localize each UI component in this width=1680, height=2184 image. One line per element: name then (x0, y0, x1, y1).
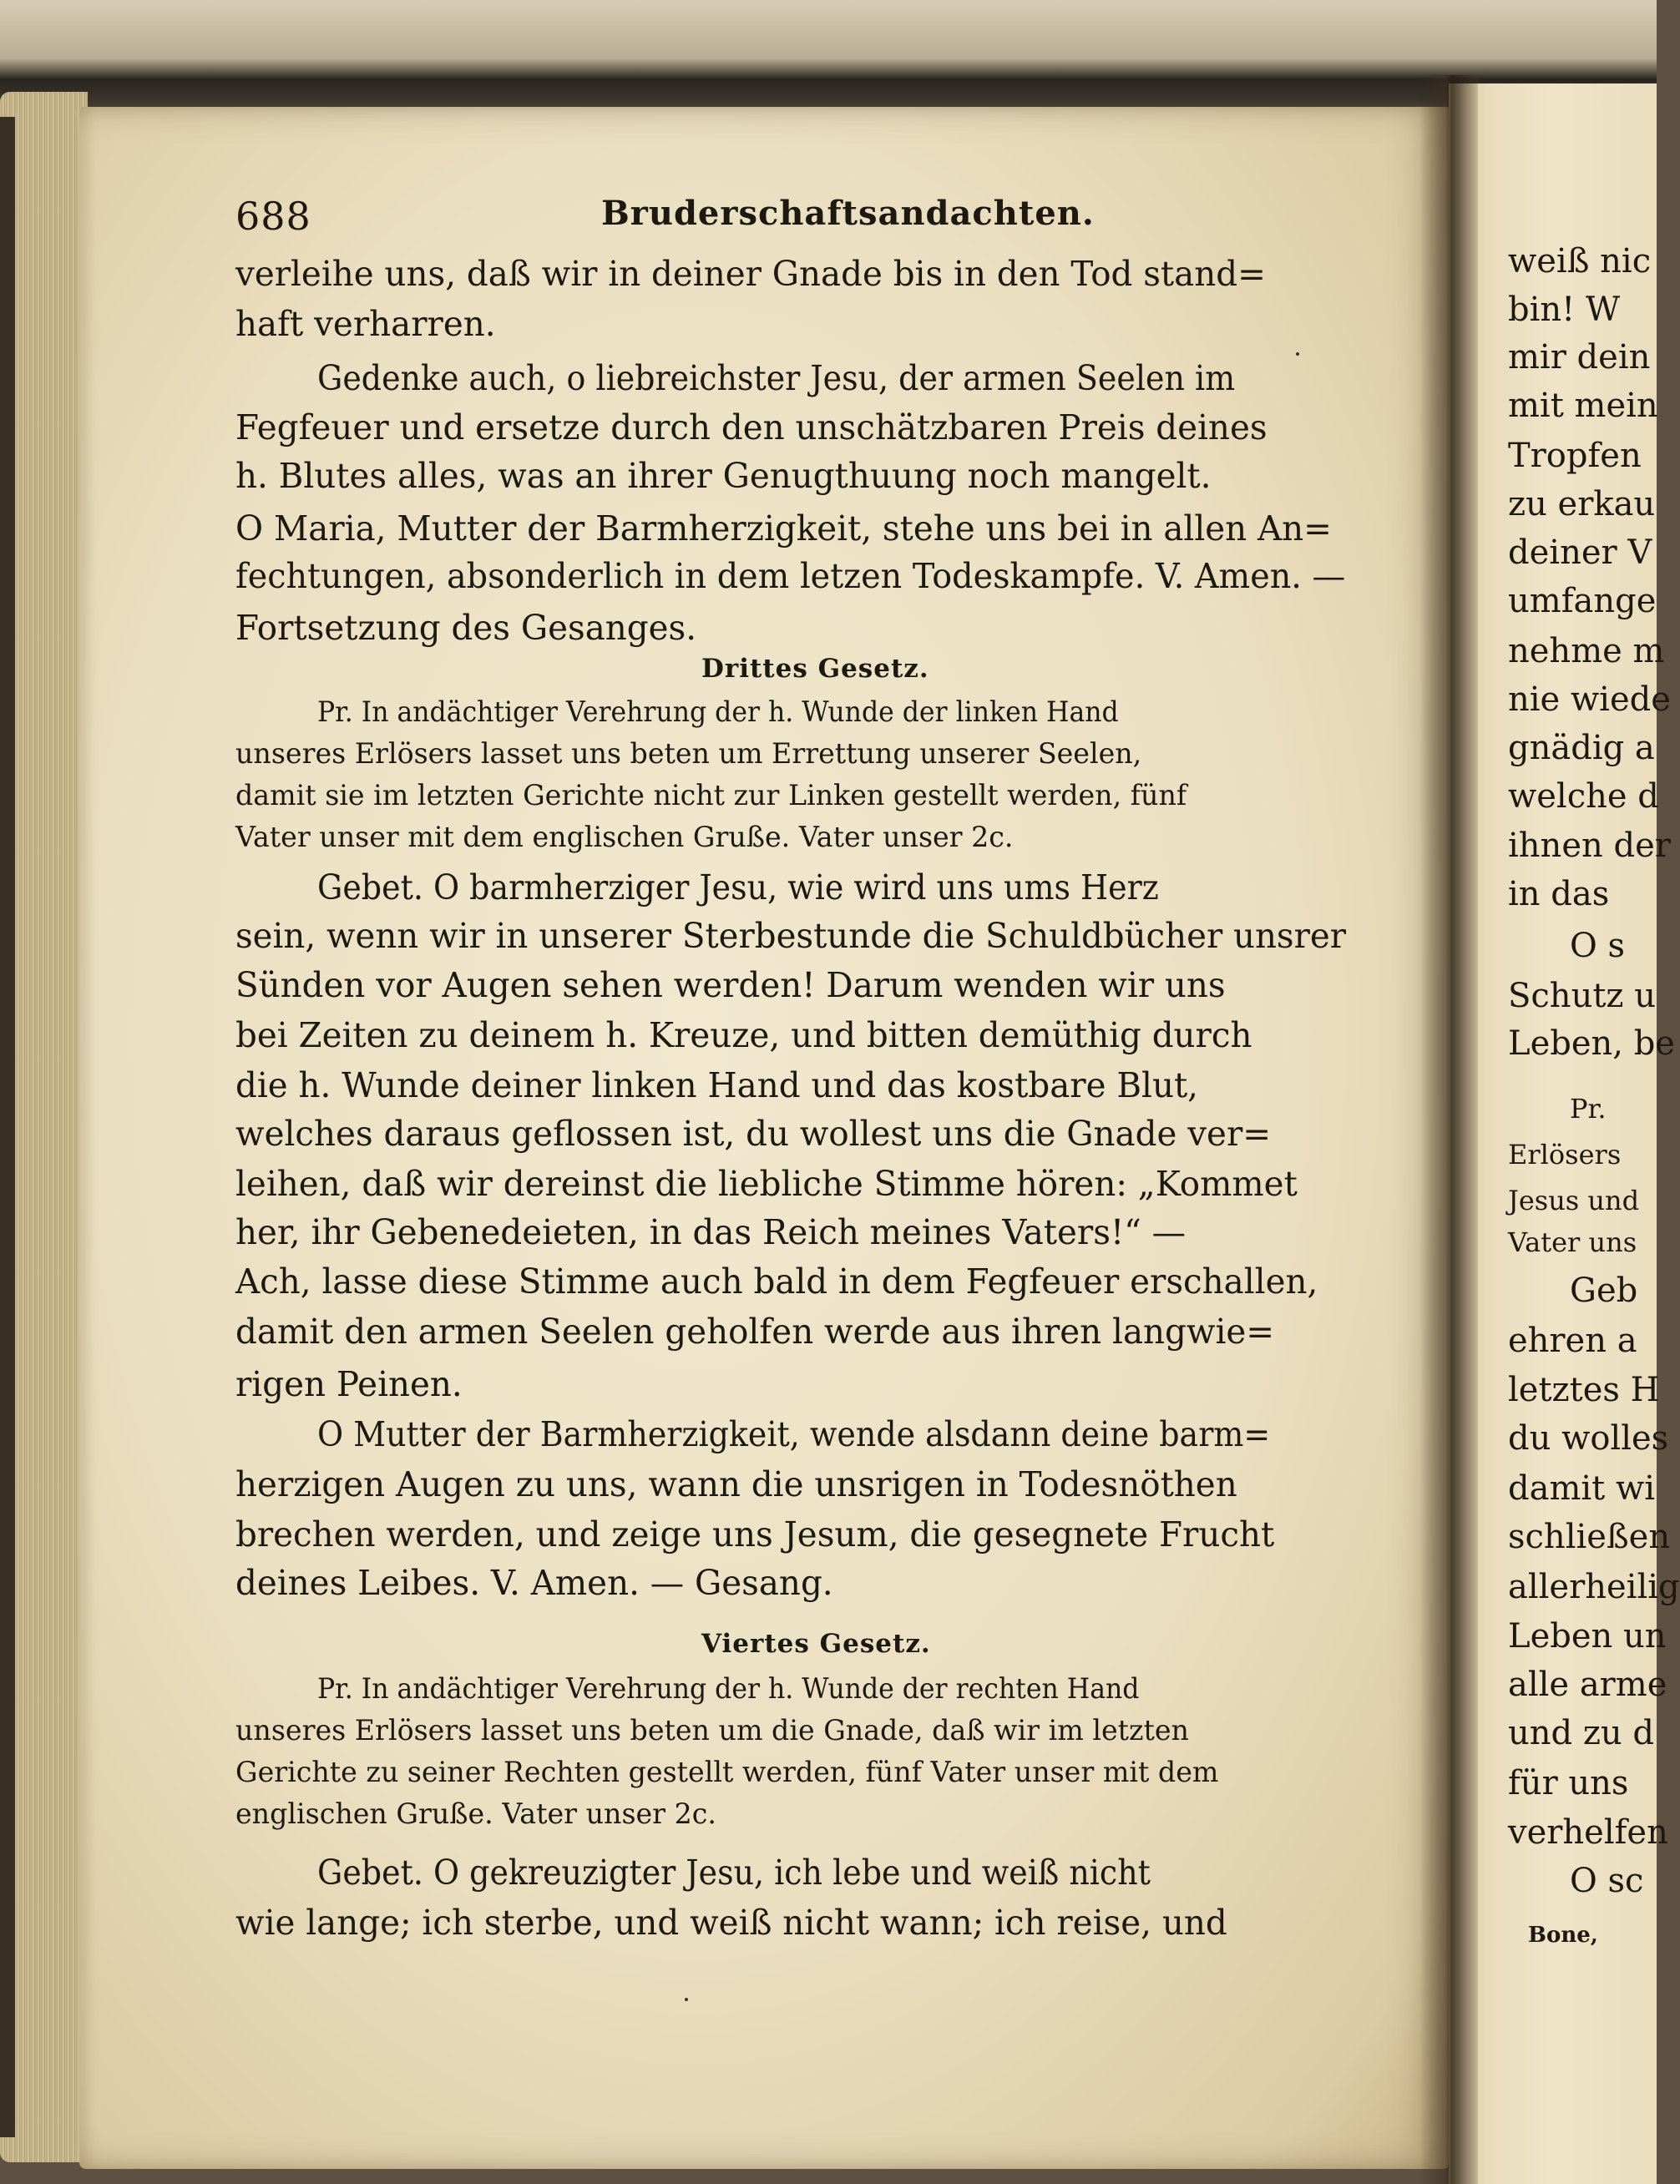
prayer-instruction-line: Pr. In andächtiger Verehrung der h. Wunde der linken Hand (317, 695, 1119, 729)
facing-page-fragment: umfange (1508, 582, 1657, 620)
facing-page-fragment: Bone, (1528, 1923, 1598, 1948)
text-line: Gebet. O barmherziger Jesu, wie wird uns ums Herz (317, 867, 1159, 907)
text-line: O Mutter der Barmherzigkeit, wende alsdann deine barm= (317, 1414, 1271, 1454)
book-gutter (1419, 75, 1478, 2184)
text-line: deines Leibes. V. Amen. — Gesang. (235, 1563, 833, 1603)
facing-page-fragment: damit wi (1508, 1469, 1655, 1508)
text-line: leihen, daß wir dereinst die liebliche Stimme hören: „Kommet (235, 1164, 1298, 1204)
text-line: her, ihr Gebenedeieten, in das Reich meines Vaters!“ — (235, 1212, 1187, 1252)
facing-page-fragment: deiner V (1508, 533, 1652, 572)
prayer-instruction-line: Vater unser mit dem englischen Gruße. Vater unser 2c. (235, 821, 1014, 854)
facing-page-fragment: du wolles (1508, 1419, 1669, 1458)
text-line: Sünden vor Augen sehen werden! Darum wenden wir uns (235, 965, 1226, 1005)
section-heading: Drittes Gesetz. (701, 654, 929, 684)
text-line: haft verharren. (235, 304, 496, 344)
facing-page-fragment: weiß nic (1508, 242, 1652, 281)
text-line: Fortsetzung des Gesanges. (235, 608, 697, 648)
facing-page-fragment: Schutz u (1508, 977, 1656, 1015)
text-line: Ach, lasse diese Stimme auch bald in dem Fegfeuer erschallen, (235, 1261, 1318, 1302)
prayer-instruction-line: unseres Erlösers lasset uns beten um die Gnade, daß wir im letzten (235, 1714, 1189, 1747)
text-line: verleihe uns, daß wir in deiner Gnade bis in den Tod stand= (235, 254, 1266, 294)
facing-page-fragment: ihnen der (1508, 827, 1671, 865)
facing-page-fragment: Erlösers (1508, 1139, 1622, 1170)
text-line: damit den armen Seelen geholfen werde aus ihren langwie= (235, 1312, 1275, 1352)
text-line: sein, wenn wir in unserer Sterbestunde die Schuldbücher unsrer (235, 916, 1346, 956)
facing-page-fragment: allerheilig (1508, 1568, 1680, 1606)
text-line: welches daraus geflossen ist, du wollest uns die Gnade ver= (235, 1114, 1272, 1154)
facing-page-fragment: Vater uns (1508, 1226, 1637, 1258)
facing-page-fragment: Leben, be (1508, 1024, 1675, 1063)
facing-page-fragment: schließen (1508, 1518, 1671, 1556)
ink-speck (1296, 352, 1299, 356)
facing-page-fragment: zu erkau (1508, 485, 1656, 523)
prayer-instruction-line: damit sie im letzten Gerichte nicht zur Linken gestellt werden, fünf (235, 779, 1187, 812)
facing-page-fragment: verhelfen (1508, 1813, 1668, 1852)
text-line: die h. Wunde deiner linken Hand und das kostbare Blut, (235, 1065, 1199, 1105)
text-line: Fegfeuer und ersetze durch den unschätzbaren Preis deines (235, 407, 1268, 447)
text-line: O Maria, Mutter der Barmherzigkeit, stehe uns bei in allen An= (235, 508, 1333, 549)
page-number: 688 (235, 194, 311, 239)
facing-page-fragment: gnädig a (1508, 729, 1655, 767)
facing-page-fragment: Pr. (1570, 1093, 1607, 1125)
facing-page-fragment: in das (1508, 875, 1610, 913)
book-cover-edge (0, 117, 15, 2137)
text-line: Gedenke auch, o liebreichster Jesu, der armen Seelen im (317, 358, 1236, 398)
prayer-instruction-line: Gerichte zu seiner Rechten gestellt werden, fünf Vater unser mit dem (235, 1756, 1219, 1789)
facing-page-fragment: Leben un (1508, 1617, 1667, 1656)
facing-page-fragment: Jesus und (1508, 1185, 1640, 1216)
prayer-instruction-line: englischen Gruße. Vater unser 2c. (235, 1797, 717, 1831)
facing-page-fragment: ehren a (1508, 1322, 1637, 1360)
facing-page-fragment: Geb (1570, 1271, 1638, 1310)
text-line: brechen werden, und zeige uns Jesum, die gesegnete Frucht (235, 1514, 1275, 1555)
facing-page-fragment: mit mein (1508, 387, 1658, 425)
text-line: bei Zeiten zu deinem h. Kreuze, und bitten demüthig durch (235, 1015, 1252, 1055)
facing-page-fragment: welche d (1508, 777, 1659, 816)
facing-page-fragment: Tropfen (1508, 437, 1642, 475)
facing-page-fragment: alle arme (1508, 1666, 1667, 1704)
facing-page-fragment: und zu d (1508, 1714, 1654, 1752)
section-heading: Viertes Gesetz. (701, 1629, 931, 1659)
facing-page-fragment: für uns (1508, 1764, 1629, 1802)
running-title: Bruderschaftsandachten. (601, 194, 1095, 233)
facing-page-fragment: letztes H (1508, 1371, 1660, 1409)
text-line: wie lange; ich sterbe, und weiß nicht wann; ich reise, und (235, 1903, 1227, 1943)
facing-page-fragment: O sc (1570, 1862, 1644, 1900)
text-line: Gebet. O gekreuzigter Jesu, ich lebe und weiß nicht (317, 1853, 1151, 1893)
prayer-instruction-line: Pr. In andächtiger Verehrung der h. Wunde der rechten Hand (317, 1672, 1140, 1706)
facing-page-fragment: mir dein (1508, 338, 1651, 377)
facing-page-fragment: bin! W (1508, 291, 1621, 329)
ink-speck (685, 1998, 688, 2001)
facing-page-fragment: nehme m (1508, 632, 1665, 670)
prayer-instruction-line: unseres Erlösers lasset uns beten um Errettung unserer Seelen, (235, 737, 1142, 771)
text-line: herzigen Augen zu uns, wann die unsrigen in Todesnöthen (235, 1464, 1237, 1504)
text-line: h. Blutes alles, was an ihrer Genugthuung noch mangelt. (235, 456, 1212, 496)
facing-page-fragment: nie wiede (1508, 680, 1671, 719)
text-line: fechtungen, absonderlich in dem letzen Todeskampfe. V. Amen. — (235, 556, 1346, 596)
facing-page-fragment: O s (1570, 927, 1626, 965)
text-line: rigen Peinen. (235, 1364, 463, 1404)
